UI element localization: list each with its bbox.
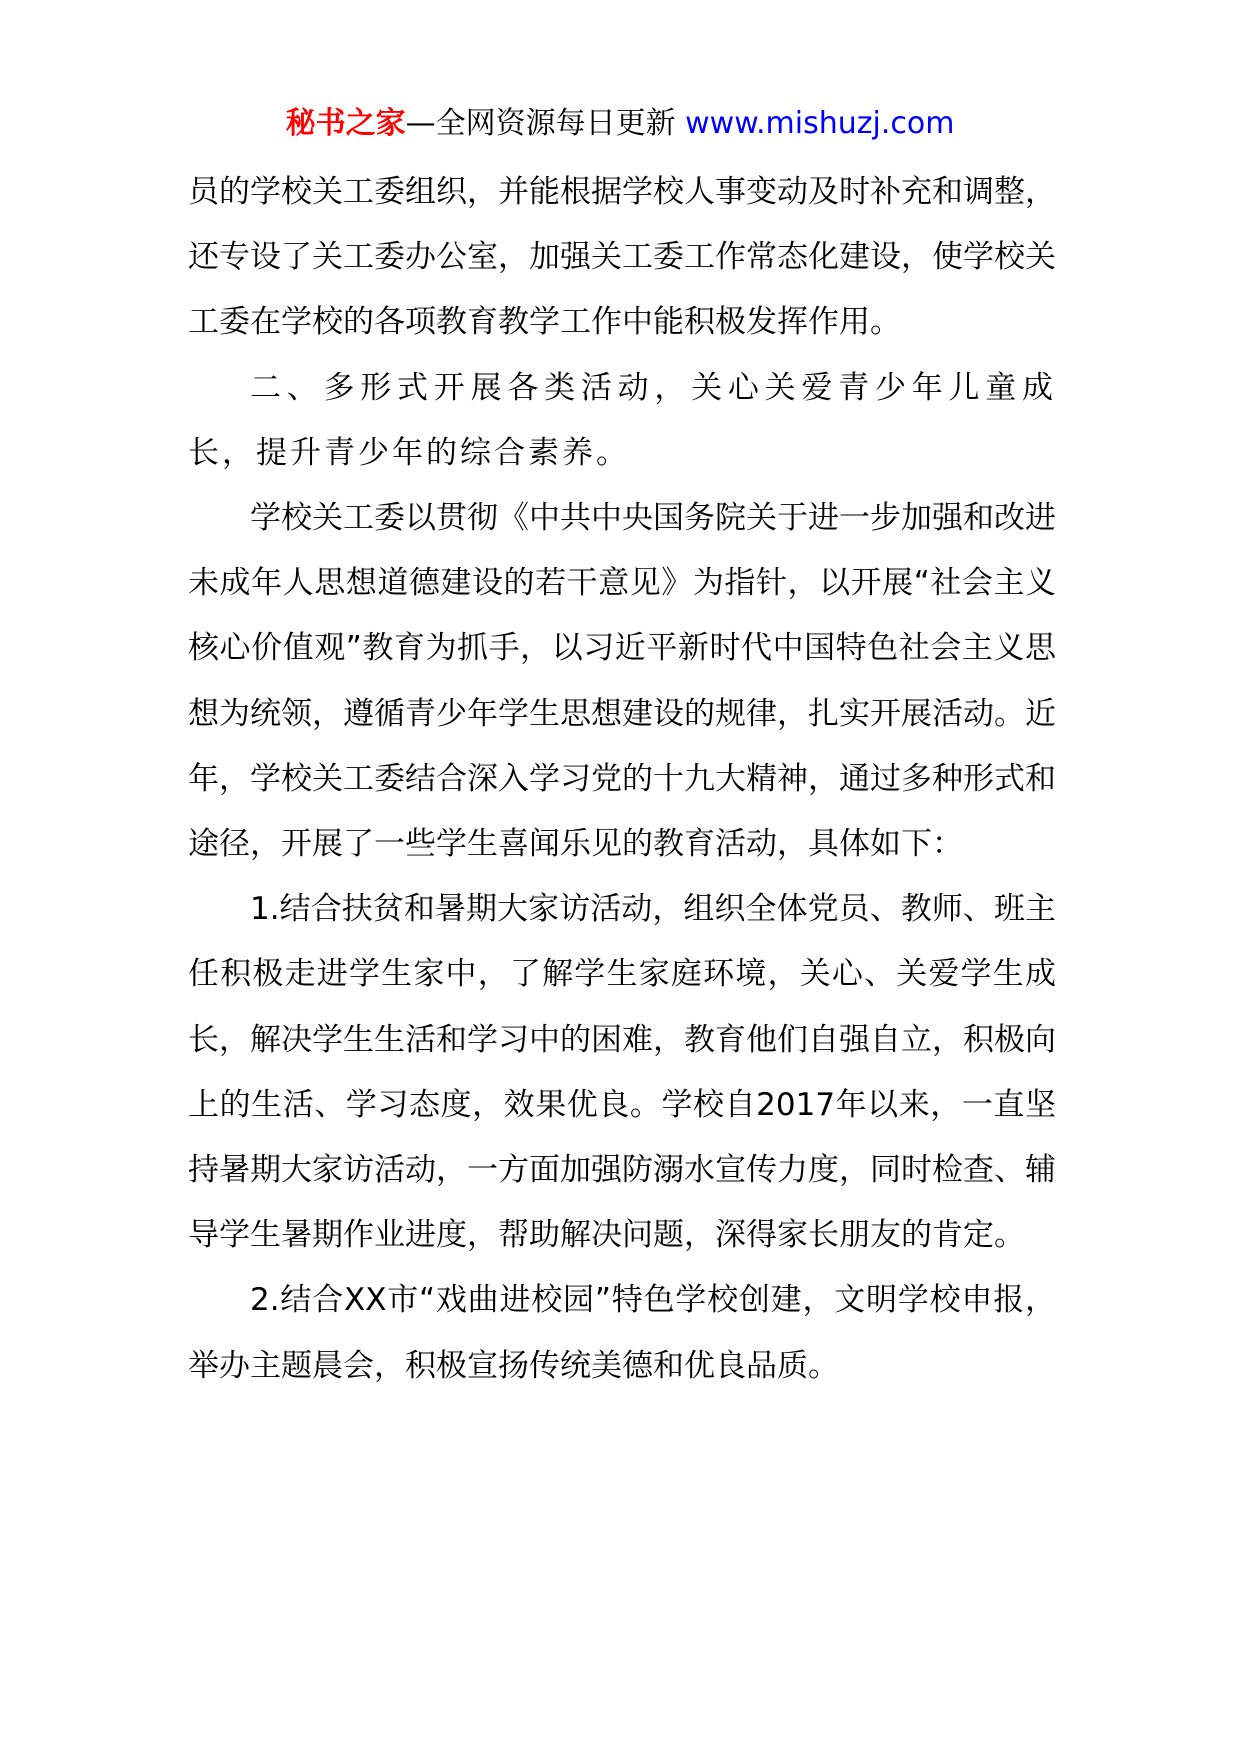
body-paragraph: 员的学校关工委组织，并能根据学校人事变动及时补充和调整，还专设了关工委办公室，加强关工委工作常态化建设，使学校关工委在学校的各项教育教学工作中能积极发挥作用。 xyxy=(188,174,1056,341)
section-heading: 二、多形式开展各类活动，关心关爱青少年儿童成长，提升青少年的综合素养。 xyxy=(188,369,1056,471)
list-item: 1.结合扶贫和暑期大家访活动，组织全体党员、教师、班主任积极走进学生家中，了解学生家庭环境，关心、关爱学生成长，解决学生生活和学习中的困难，教育他们自强自立，积极向上的生活、学习态度，效果优良。学校自2017年以来，一直坚持暑期大家访活动，一方面加强防溺水宣传力度，同时检查、辅导学生暑期作业进度，帮助解决问题，深得家长朋友的肯定。 xyxy=(188,891,1056,1254)
document-body xyxy=(188,160,1056,1399)
brand-name: 秘书之家 xyxy=(285,106,406,141)
list-item: 2.结合XX市“戏曲进校园”特色学校创建，文明学校申报，举办主题晨会，积极宣扬传统美德和优良品质。 xyxy=(188,1282,1056,1384)
body-paragraph: 学校关工委以贯彻《中共中央国务院关于进一步加强和改进未成年人思想道德建设的若干意见》为指针，以开展“社会主义核心价值观”教育为抓手，以习近平新时代中国特色社会主义思想为统领，遵循青少年学生思想建设的规律，扎实开展活动。近年，学校关工委结合深入学习党的十九大精神，通过多种形式和途径，开展了一些学生喜闻乐见的教育活动，具体如下： xyxy=(188,500,1056,863)
website-url[interactable]: www.mishuzj.com xyxy=(685,106,955,141)
header-tagline: —全网资源每日更新 xyxy=(405,106,686,141)
page-header xyxy=(0,100,1240,148)
